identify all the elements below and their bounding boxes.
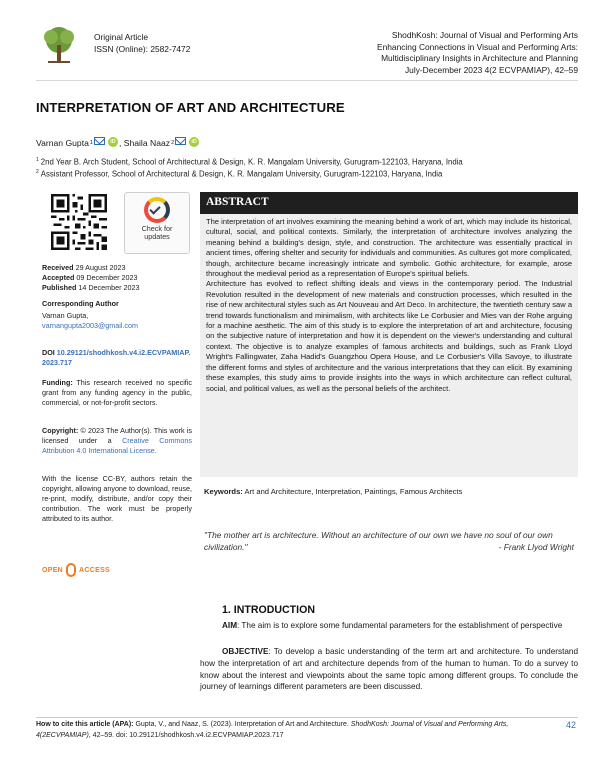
abstract-box	[200, 192, 578, 477]
article-title: INTERPRETATION OF ART AND ARCHITECTURE	[36, 100, 345, 115]
email-icon[interactable]	[94, 137, 105, 145]
corresponding-author	[42, 299, 192, 331]
page-header	[0, 0, 600, 82]
corresponding-name: Varnan Gupta,	[42, 311, 89, 320]
journal-info-right	[258, 30, 578, 76]
journal-info-left	[94, 32, 190, 55]
check-for-updates-badge[interactable]: Check for updates	[124, 192, 190, 254]
special-issue-line-2: Multidisciplinary Insights in Architecture and Planning	[381, 53, 578, 63]
abstract-body	[200, 214, 578, 397]
doi-link[interactable]: 10.29121/shodhkosh.v4.i2.ECVPAMIAP.2023.717	[42, 348, 191, 367]
section-heading-introduction: 1. INTRODUCTION	[222, 604, 315, 616]
license-text: With the license CC-BY, authors retain the copyright, allowing anyone to download, reuse, re-print, modify, distribute, and/or copy their contribution. The work must be properly attributed to its author.	[42, 474, 192, 523]
corresponding-label: Corresponding Author	[42, 299, 119, 308]
copyright-statement: Copyright: © 2023 The Author(s). This work is licensed under a Creative Commons Attribution 4.0 International License.	[42, 426, 193, 455]
abstract-paragraph: The interpretation of art involves examining the meaning behind a work of art, which may include its historical, cultural, social, and political contexts. Similarly, the interpretation of architecture involves analyzing the meaning behind a building's design, style, and construction. The architecture was essentially practical in ancient times, offering shelter and security for individuals and communities. As cultures got more complicated, though, architecture became increasingly intricate and symbolic. Gothic architecture, for example, arose throughout the medieval period as a representation of Europe's spiritual beliefs.	[206, 217, 572, 279]
issn: ISSN (Online): 2582-7472	[94, 43, 191, 54]
published-date: 14 December 2023	[78, 283, 140, 292]
abstract-heading: ABSTRACT	[200, 192, 578, 214]
quote-attribution: - Frank Llyod Wright	[498, 541, 574, 552]
email-icon[interactable]	[175, 137, 186, 145]
objective-paragraph: OBJECTIVE: To develop a basic understanding of the term art and architecture. To understand how the interpretation of art and architecture depends from of the human to human. To do a survey to know about the interest and viewpoints about the same topic among different groups. To conclude the journey of learnings different parameters are been discussed.	[200, 647, 578, 692]
author-name[interactable]: Varnan Gupta	[36, 138, 89, 148]
license-link[interactable]: Creative Commons Attribution 4.0 International License.	[42, 436, 193, 455]
affiliation-1: $^1$ 2nd Year B. Arch Student, School of Architectural & Design, K. R. Mangalam University, Gurugram-122103, Haryana, India	[36, 157, 463, 167]
check-for-updates-icon	[144, 197, 170, 223]
keywords: Keywords: Art and Architecture, Interpretation, Paintings, Famous Architects	[204, 487, 463, 496]
epigraph-quote	[204, 530, 574, 553]
corresponding-email-link[interactable]: varnangupta2003@gmail.com	[42, 321, 138, 330]
doi-block: DOI 10.29121/shodhkosh.v4.i2.ECVPAMIAP.2023.717	[42, 348, 191, 367]
special-issue-line-1: Enhancing Connections in Visual and Performing Arts:	[377, 41, 578, 52]
author-list	[36, 137, 200, 149]
author-name[interactable]: , Shaila Naaz	[118, 138, 171, 148]
article-type: Original Article	[94, 32, 148, 42]
journal-logo-tree-icon	[40, 25, 78, 67]
author-affil-sup: 2	[171, 140, 175, 146]
issue-volume: July-December 2023 4(2 ECVPAMIAP), 42–59	[404, 64, 578, 75]
received-date: 29 August 2023	[75, 263, 126, 272]
article-dates: Received 29 August 2023 Accepted 09 December 2023 Published 14 December 2023	[42, 263, 140, 292]
footer-divider	[36, 717, 578, 718]
orcid-icon[interactable]: iD	[108, 137, 118, 147]
quote-text: "The mother art is architecture. Without an architecture of our own we have no soul of our own civilization."	[204, 530, 553, 552]
author-affil-sup: 1	[89, 140, 93, 146]
open-access-lock-icon	[66, 563, 76, 577]
accepted-date: 09 December 2023	[76, 273, 138, 282]
affiliation-2: $^2$ Assistant Professor, School of Architectural & Design, K. R. Mangalam University, Gurugram-122103, Haryana, India	[36, 169, 443, 179]
open-access-badge: OPEN ACCESS	[42, 563, 110, 577]
funding-statement: Funding: This research received no specific grant from any funding agency in the public, commercial, or not-for-profit sectors.	[42, 378, 192, 407]
orcid-icon[interactable]: iD	[189, 137, 199, 147]
citation-footer: How to cite this article (APA): Gupta, V., and Naaz, S. (2023). Interpretation of Art and Architecture. ShodhKosh: Journal of Visual and Performing Arts, 4(2ECVPAMIAP), 42–59. doi: 10.29121/shodhkosh.v4.i2.ECVPAMIAP.2023.717	[36, 721, 509, 739]
journal-name: ShodhKosh: Journal of Visual and Performing Arts	[391, 30, 578, 40]
aim-paragraph: AIM: The aim is to explore some fundamental parameters for the establishment of perspective	[222, 621, 563, 630]
abstract-paragraph: Architecture has evolved to reflect shifting ideals and views in the contemporary period. The Industrial Revolution resulted in the development of new materials and construction processes, which resulted in the rise of new architectural styles such as Art Nouveau and Art Deco. In architecture, the twentieth century saw a trend towards functionalism and minimalism, with architects like Le Corbusier and Mies van der Rohe arguing for a machine aesthetic. The aim of this study is to explore the interpretation of art and architecture, focusing on the subjective nature of interpretation and how it is dependent on the viewer's understanding and cultural context. The objective is to analyze examples of famous architects and buildings, such as Frank Lloyd Wright's Fallingwater, Zaha Hadid's Guangzhou Opera House, and Le Corbusier's Villa Savoye, to illustrate the different forms and styles of architecture and the various interpretations that they can elicit. By examining these examples, this study aims to provide insights into the ways in which architecture can reflect cultural, social, and political values, as well as the personal beliefs of the architect.	[206, 279, 572, 393]
qr-code-icon[interactable]	[51, 194, 107, 250]
page-number: 42	[565, 720, 576, 730]
header-divider	[36, 80, 578, 81]
